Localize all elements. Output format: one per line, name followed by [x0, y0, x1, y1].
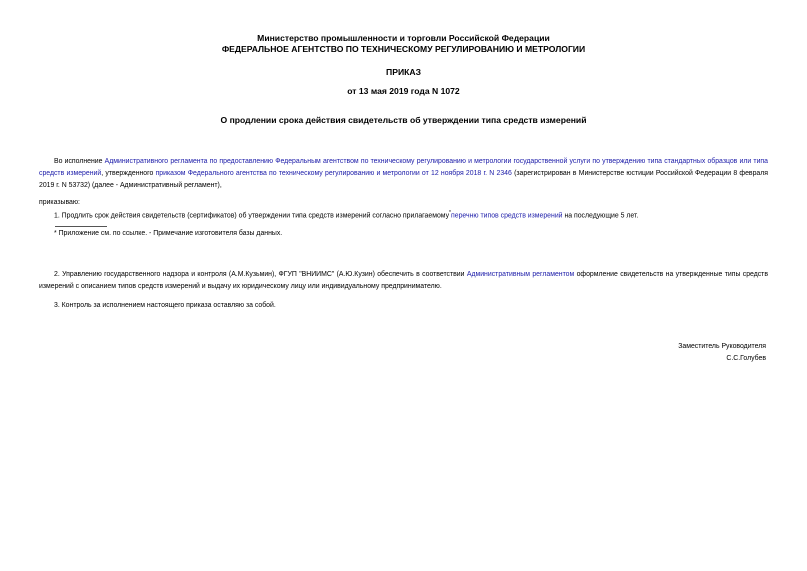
footnote-divider	[55, 226, 107, 227]
footnote-text: * Приложение см. по ссылке. - Примечание изготовителя базы данных.	[54, 230, 283, 237]
item-1-tail: на последующие 5 лет.	[562, 212, 639, 220]
item-2-text: 2. Управлению государственного надзора и контроля (А.М.Кузьмин), ФГУП "ВНИИМС" (А.Ю.Кузин) обеспечить в соответствии	[54, 271, 467, 278]
intro-middle: , утвержденного	[101, 170, 156, 177]
item-1-text: 1. Продлить срок действия свидетельств (сертификатов) об утверждении типа средств измерений согласно прилагаемому	[54, 212, 450, 220]
document-subject: О продлении срока действия свидетельств об утверждении типа средств измерений	[220, 115, 587, 125]
admin-regulation-link[interactable]: Административного регламента по предоставлению Федеральным агентством по техническому регулированию и метрологии государственной услуги по утверждению типа стандартных образцов или типа средств измерений	[39, 158, 769, 177]
intro-suffix: (зарегистрирован в Министерстве юстиции Российской Федерации 8 февраля 2019 г. N 53732) (далее - Административный регламент),	[39, 170, 768, 189]
admin-regulation-link-2[interactable]: Административным регламентом	[466, 271, 575, 278]
agency-title: ФЕДЕРАЛЬНОЕ АГЕНТСТВО ПО ТЕХНИЧЕСКОМУ РЕГУЛИРОВАНИЮ И МЕТРОЛОГИИ	[221, 44, 586, 54]
measurement-types-list-link[interactable]: перечню типов средств измерений	[451, 212, 563, 220]
document-type: ПРИКАЗ	[386, 67, 421, 77]
item-3: 3. Контроль за исполнением настоящего приказа оставляю за собой.	[54, 302, 276, 309]
order-word: приказываю:	[39, 199, 80, 206]
footnote-mark: *	[449, 210, 451, 216]
order-2346-link[interactable]: приказом Федерального агентства по техническому регулированию и метрологии от 12 ноября 2018 г. N 2346	[155, 170, 512, 177]
item-1	[54, 207, 638, 222]
intro-prefix: Во исполнение	[54, 158, 105, 165]
intro-paragraph	[39, 156, 768, 192]
signature-position: Заместитель Руководителя	[678, 343, 766, 350]
document-date-number: от 13 мая 2019 года N 1072	[347, 86, 460, 96]
item-2	[39, 269, 768, 293]
item-2-tail: оформление свидетельств на утвержденные типы средств измерений с описанием типов средств измерений и выдачу их юридическому лицу или индивидуальному предпринимателю.	[39, 271, 769, 290]
ministry-title: Министерство промышленности и торговли Российской Федерации	[257, 33, 550, 43]
signature-name: С.С.Голубев	[726, 355, 766, 362]
